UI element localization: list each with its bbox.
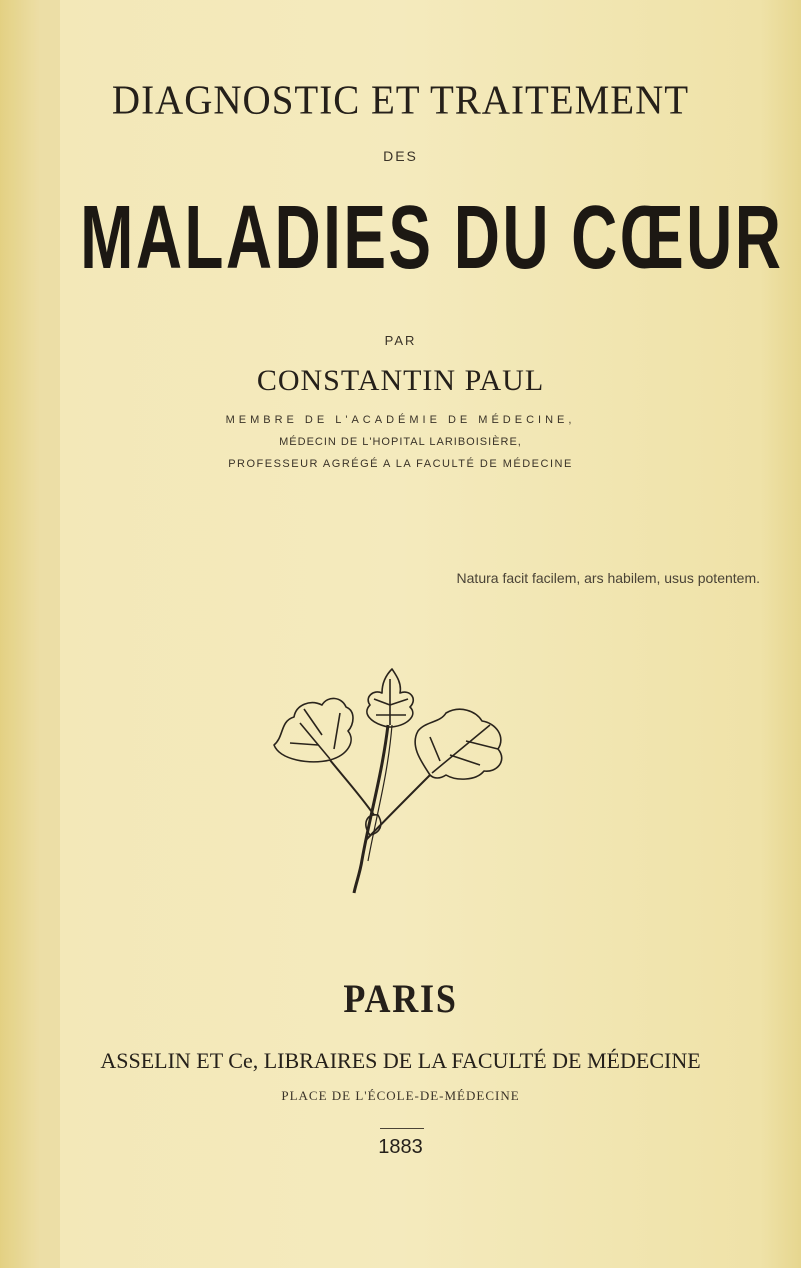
- author-connector-par: PAR: [384, 333, 417, 348]
- publisher: ASSELIN ET Ce, LIBRAIRES DE LA FACULTÉ DE MÉDECINE: [100, 1048, 701, 1073]
- author-name: CONSTANTIN PAUL: [256, 364, 545, 397]
- title-top: DIAGNOSTIC ET TRAITEMENT: [111, 77, 690, 124]
- publication-year: 1883: [378, 1136, 423, 1158]
- author-credential: MEMBRE DE L'ACADÉMIE DE MÉDECINE,: [225, 414, 576, 426]
- motto: Natura facit facilem, ars habilem, usus potentem.: [456, 570, 760, 586]
- publication-city: PARIS: [343, 976, 458, 1021]
- author-credential: PROFESSEUR AGRÉGÉ A LA FACULTÉ DE MÉDECINE: [228, 458, 573, 470]
- main-title: MALADIES DU CŒUR: [80, 187, 784, 288]
- page-edge-shading: [0, 0, 60, 1268]
- divider: [380, 1128, 424, 1129]
- publisher-address: PLACE DE L'ÉCOLE-DE-MÉDECINE: [281, 1088, 520, 1103]
- ivy-leaves-icon: [270, 665, 540, 895]
- title-connector-des: DES: [383, 148, 418, 164]
- author-credential: MÉDECIN DE L'HOPITAL LARIBOISIÈRE,: [279, 436, 522, 448]
